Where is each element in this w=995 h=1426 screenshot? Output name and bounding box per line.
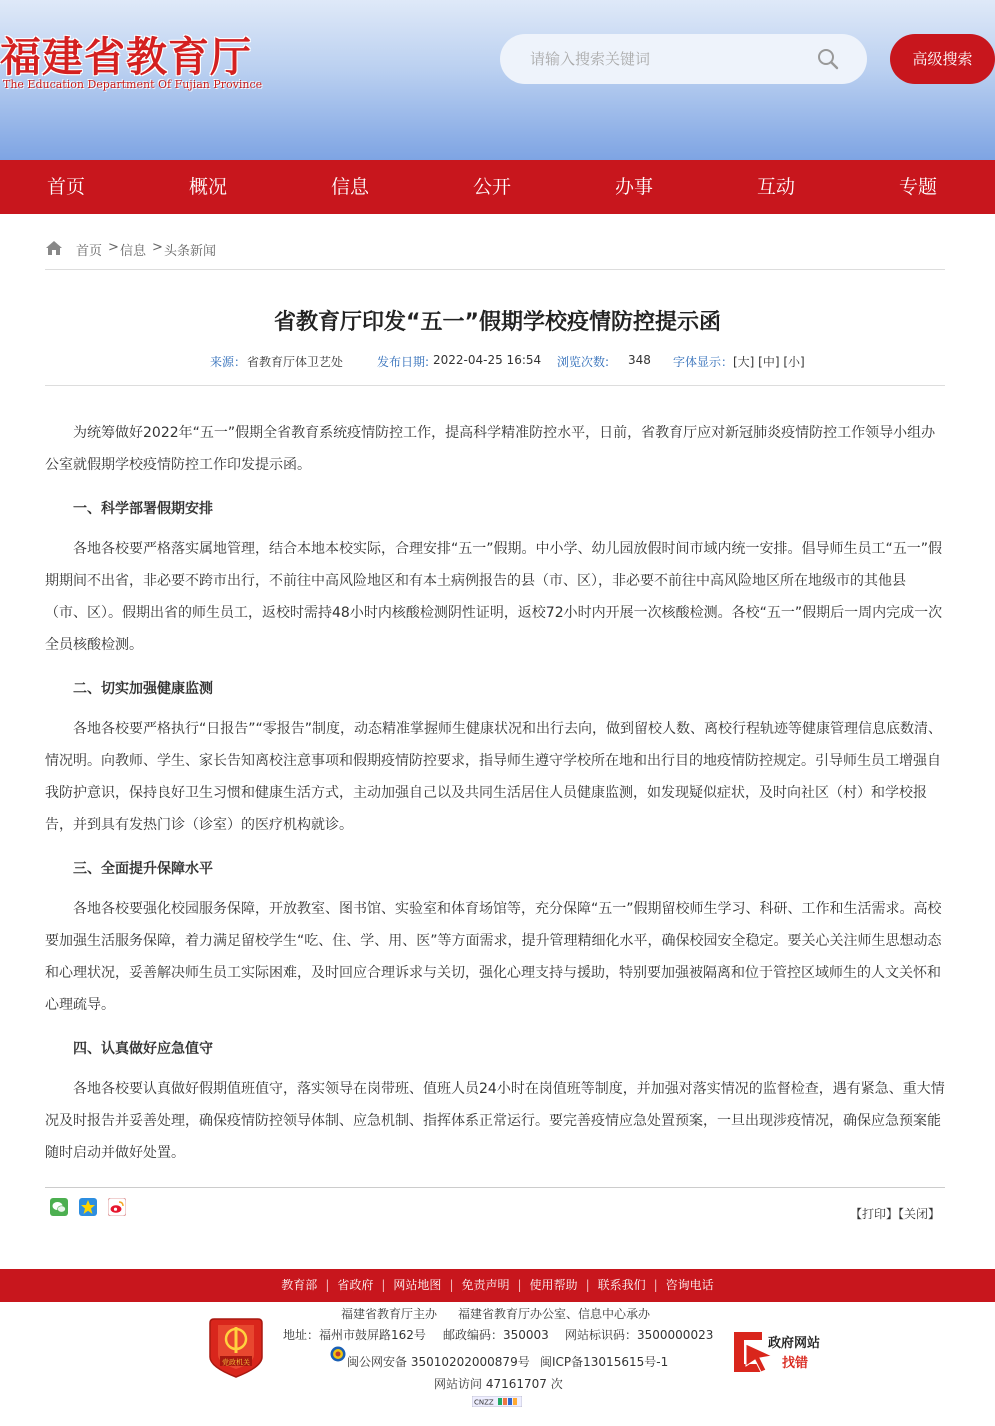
footer-site-id: 网站标识码：3500000023 (565, 1328, 714, 1342)
nav-item-info[interactable]: 信息 (331, 176, 370, 198)
source-label: 来源： (210, 355, 247, 369)
nav-item-topics[interactable]: 专题 (899, 176, 938, 198)
footer-link-help[interactable]: 使用帮助 (529, 1278, 578, 1292)
article-intro: 为统筹做好2022年“五一”假期全省教育系统疫情防控工作，提高科学精准防控水平，日前，省教育厅应对新冠肺炎疫情防控工作领导小组办公室就假期学校疫情防控工作印发提示函。 (45, 425, 936, 473)
section-body: 各地各校要严格执行“日报告”“零报告”制度，动态精准掌握师生健康状况和出行去向，做到留校人数、离校行程轨迹等健康管理信息底数清、情况明。向教师、学生、家长告知离校注意事项和假期疫情防控要求，指导师生遵守学校所在地和出行目的地疫情防控规定。引导师生员工增强自我防护意识，保持良好卫生习惯和健康生活方式，主动加强自己以及共同生活居住人员健康监测，如发现疑似症状，及时向社区（村）和学校报告，并到具有发热门诊（诊室）的医疗机构就诊。 (45, 721, 943, 833)
nav-item-home[interactable]: 首页 (47, 176, 86, 198)
footer-sep: | (325, 1278, 330, 1292)
font-size-label: 字体显示： (673, 355, 734, 369)
nav-item-interact[interactable]: 互动 (757, 176, 796, 198)
footer-sep: | (449, 1278, 454, 1292)
footer-sep: | (517, 1278, 522, 1292)
section-heading: 三、全面提升保障水平 (73, 861, 213, 877)
footer-sponsor: 福建省教育厅主办 (341, 1307, 438, 1321)
footer-sep: | (653, 1278, 658, 1292)
source-value: 省教育厅体卫艺处 (247, 355, 344, 369)
footer-police-record[interactable]: 闽公网安备 35010202000879号 (347, 1355, 530, 1369)
content-divider (45, 1187, 945, 1188)
search-box (500, 34, 867, 84)
print-close-links (850, 1205, 940, 1222)
footer-operator: 福建省教育厅办公室、信息中心承办 (458, 1307, 651, 1321)
views-label: 浏览次数: (557, 355, 610, 369)
footer-link-gov[interactable]: 省政府 (337, 1278, 374, 1292)
qzone-icon[interactable] (79, 1198, 97, 1216)
section-heading: 一、科学部署假期安排 (73, 501, 213, 517)
footer-link-hotline[interactable]: 咨询电话 (665, 1278, 714, 1292)
site-logo-en[interactable]: The Education Department Of Fujian Province (3, 78, 263, 91)
site-header (0, 0, 995, 160)
footer-link-sitemap[interactable]: 网站地图 (393, 1278, 442, 1292)
footer-link-moe[interactable]: 教育部 (281, 1278, 318, 1292)
site-logo-cn[interactable]: 福建省教育厅 (0, 33, 252, 81)
section-body: 各地各校要严格落实属地管理，结合本地本校实际，合理安排“五一”假期。中小学、幼儿园放假时间市域内统一安排。倡导师生员工“五一”假期期间不出省，非必要不跨市出行，不前往中高风险地区和有本土病例报告的县（市、区），非必要不前往中高风险地区所在地级市的其他县（市、区）。假期出省的师生员工，返校时需持48小时内核酸检测阴性证明，返校72小时内开展一次核酸检测。各校“五一”假期后一周内完成一次全员核酸检测。 (45, 541, 943, 653)
badge-text: 党政机关 (222, 1358, 250, 1367)
footer-link-disclaimer[interactable]: 免责声明 (461, 1278, 510, 1292)
party-gov-badge-icon[interactable] (208, 1317, 264, 1379)
date-label: 发布日期: (377, 355, 430, 369)
weibo-icon[interactable] (108, 1198, 126, 1216)
article-meta (45, 353, 945, 386)
date-value: 2022-04-25 16:54 (433, 353, 542, 367)
footer-icp[interactable]: 闽ICP备13015615号-1 (540, 1355, 669, 1369)
advanced-search-button[interactable]: 高级搜索 (890, 34, 995, 84)
article-title: 省教育厅印发“五一”假期学校疫情防控提示函 (274, 310, 721, 335)
footer-postcode: 邮政编码：350003 (443, 1328, 549, 1342)
cnzz-stat-icon[interactable] (472, 1396, 522, 1407)
breadcrumb-home[interactable]: 首页 (76, 244, 103, 259)
views-value: 348 (628, 353, 651, 367)
cnzz-text: CNZZ (474, 1398, 494, 1407)
search-input[interactable] (530, 34, 800, 84)
print-link[interactable]: 【打印】 (850, 1207, 899, 1221)
footer-link-bar (0, 1269, 995, 1302)
footer-sep: | (381, 1278, 386, 1292)
section-heading: 四、认真做好应急值守 (73, 1041, 213, 1057)
breadcrumb (45, 236, 945, 270)
search-icon[interactable] (816, 47, 840, 71)
footer-link-contact[interactable]: 联系我们 (597, 1278, 646, 1292)
nav-item-public[interactable]: 公开 (473, 176, 512, 198)
font-size-options[interactable]: [大] [中] [小] (733, 355, 805, 369)
wechat-icon[interactable] (50, 1198, 68, 1216)
breadcrumb-sep: > (152, 240, 163, 255)
gov-find-line1: 政府网站 (768, 1336, 821, 1351)
section-heading: 二、切实加强健康监测 (73, 681, 213, 697)
section-body: 各地各校要认真做好假期值班值守，落实领导在岗带班、值班人员24小时在岗值班等制度，并加强对落实情况的监督检查，遇有紧急、重大情况及时报告并妥善处理，确保疫情防控领导体制、应急机制、指挥体系正常运行。要完善疫情应急处置预案，一旦出现涉疫情况，确保应急预案能随时启动并做好处置。 (45, 1081, 945, 1161)
gov-website-find-error-icon[interactable] (732, 1330, 832, 1374)
breadcrumb-info[interactable]: 信息 (120, 244, 147, 259)
footer-address: 地址：福州市鼓屏路162号 (283, 1328, 426, 1342)
nav-item-services[interactable]: 办事 (615, 176, 654, 198)
section-body: 各地各校要强化校园服务保障，开放教室、图书馆、实验室和体育场馆等，充分保障“五一”假期留校师生学习、科研、工作和生活需求。高校要加强生活服务保障，着力满足留校学生“吃、住、学、用、医”等方面需求，提升管理精细化水平，确保校园安全稳定。要关心关注师生思想动态和心理状况，妥善解决师生员工实际困难，及时回应合理诉求与关切，强化心理支持与援助，特别要加强被隔离和位于管控区域师生的人文关怀和心理疏导。 (45, 901, 942, 1013)
close-link[interactable]: 【关闭】 (898, 1207, 941, 1221)
police-icon (330, 1346, 346, 1362)
footer-sep: | (585, 1278, 590, 1292)
gov-find-line2: 找错 (782, 1356, 809, 1371)
footer-visits: 网站访问 47161707 次 (434, 1377, 563, 1391)
home-icon (45, 240, 63, 256)
main-nav (0, 160, 995, 214)
nav-item-overview[interactable]: 概况 (189, 176, 228, 198)
breadcrumb-sep: > (108, 240, 119, 255)
breadcrumb-headline-news[interactable]: 头条新闻 (164, 244, 217, 259)
